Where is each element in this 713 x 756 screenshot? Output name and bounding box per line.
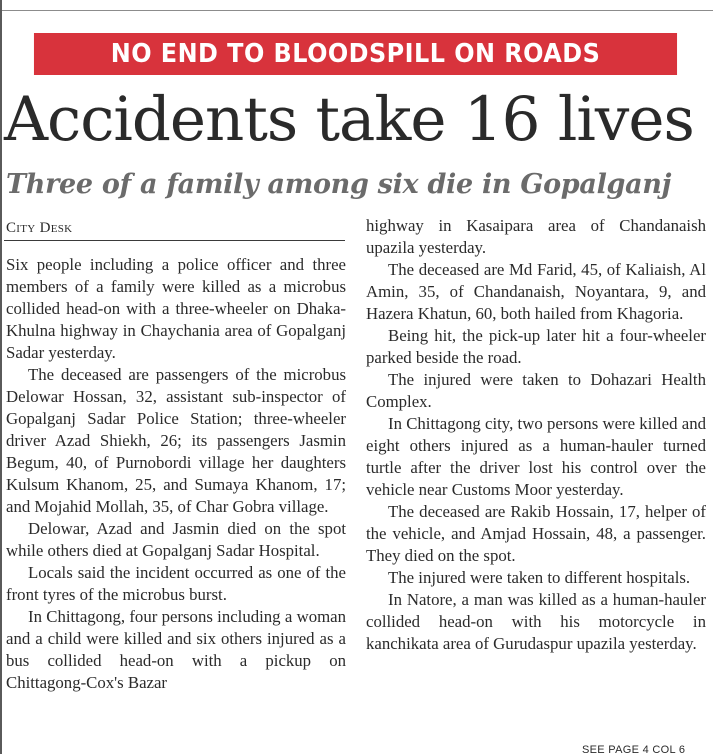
paragraph: In Natore, a man was killed as a human-hauler collided head-on with his motorcycle in kanchikata area of Gurudaspur upazila yesterday. — [366, 590, 706, 653]
left-rule — [0, 0, 2, 754]
paragraph: Being hit, the pick-up later hit a four-wheeler parked beside the road. — [366, 326, 706, 367]
kicker-banner: NO END TO BLOODSPILL ON ROADS — [34, 33, 677, 75]
paragraph: highway in Kasaipara area of Chandanaish upazila yesterday. — [366, 216, 706, 257]
paragraph: The deceased are passengers of the microbus Delowar Hossan, 32, assistant sub-inspector of Gopalganj Sadar Police Station; three-wheeler driver Azad Shiekh, 26; its passengers Jasmin Begum, 40, of Purnobordi village her daughters Kulsum Khanom, 25, and Sumaya Khanom, 17; and Mojahid Mollah, 35, of Char Gobra village. — [6, 365, 346, 516]
headline: Accidents take 16 lives — [4, 84, 694, 155]
paragraph: The deceased are Rakib Hossain, 17, helper of the vehicle, and Amjad Hossain, 48, a passenger. They died on the spot. — [366, 502, 706, 565]
paragraph: The deceased are Md Farid, 45, of Kaliaish, Al Amin, 35, of Chandanaish, Noyantara, 9, and Hazera Khatun, 60, both hailed from Khagoria. — [366, 260, 706, 323]
paragraph: Six people including a police officer and three members of a family were killed as a microbus collided head-on with a three-wheeler on Dhaka-Khulna highway in Chaychania area of Gopalganj Sadar yesterday. — [6, 255, 346, 362]
subheadline: Three of a family among six die in Gopalganj — [6, 169, 672, 200]
paragraph: In Chittagong city, two persons were killed and eight others injured as a human-hauler turned turtle after the driver lost his control over the vehicle near Customs Moor yesterday. — [366, 414, 706, 499]
top-rule — [0, 10, 713, 11]
continuation-note: SEE PAGE 4 COL 6 — [582, 744, 686, 756]
byline-rule — [4, 240, 345, 241]
paragraph: Locals said the incident occurred as one of the front tyres of the microbus burst. — [6, 563, 346, 604]
paragraph: In Chittagong, four persons including a woman and a child were killed and six others injured as a bus collided head-on with a pickup on Chittagong-Cox's Bazar — [6, 607, 346, 692]
paragraph: The injured were taken to Dohazari Health Complex. — [366, 370, 706, 411]
left-column — [6, 254, 346, 694]
paragraph: The injured were taken to different hospitals. — [388, 568, 691, 587]
paragraph: Delowar, Azad and Jasmin died on the spot while others died at Gopalganj Sadar Hospital. — [6, 519, 346, 560]
right-column — [366, 215, 706, 655]
byline: City Desk — [6, 220, 73, 236]
